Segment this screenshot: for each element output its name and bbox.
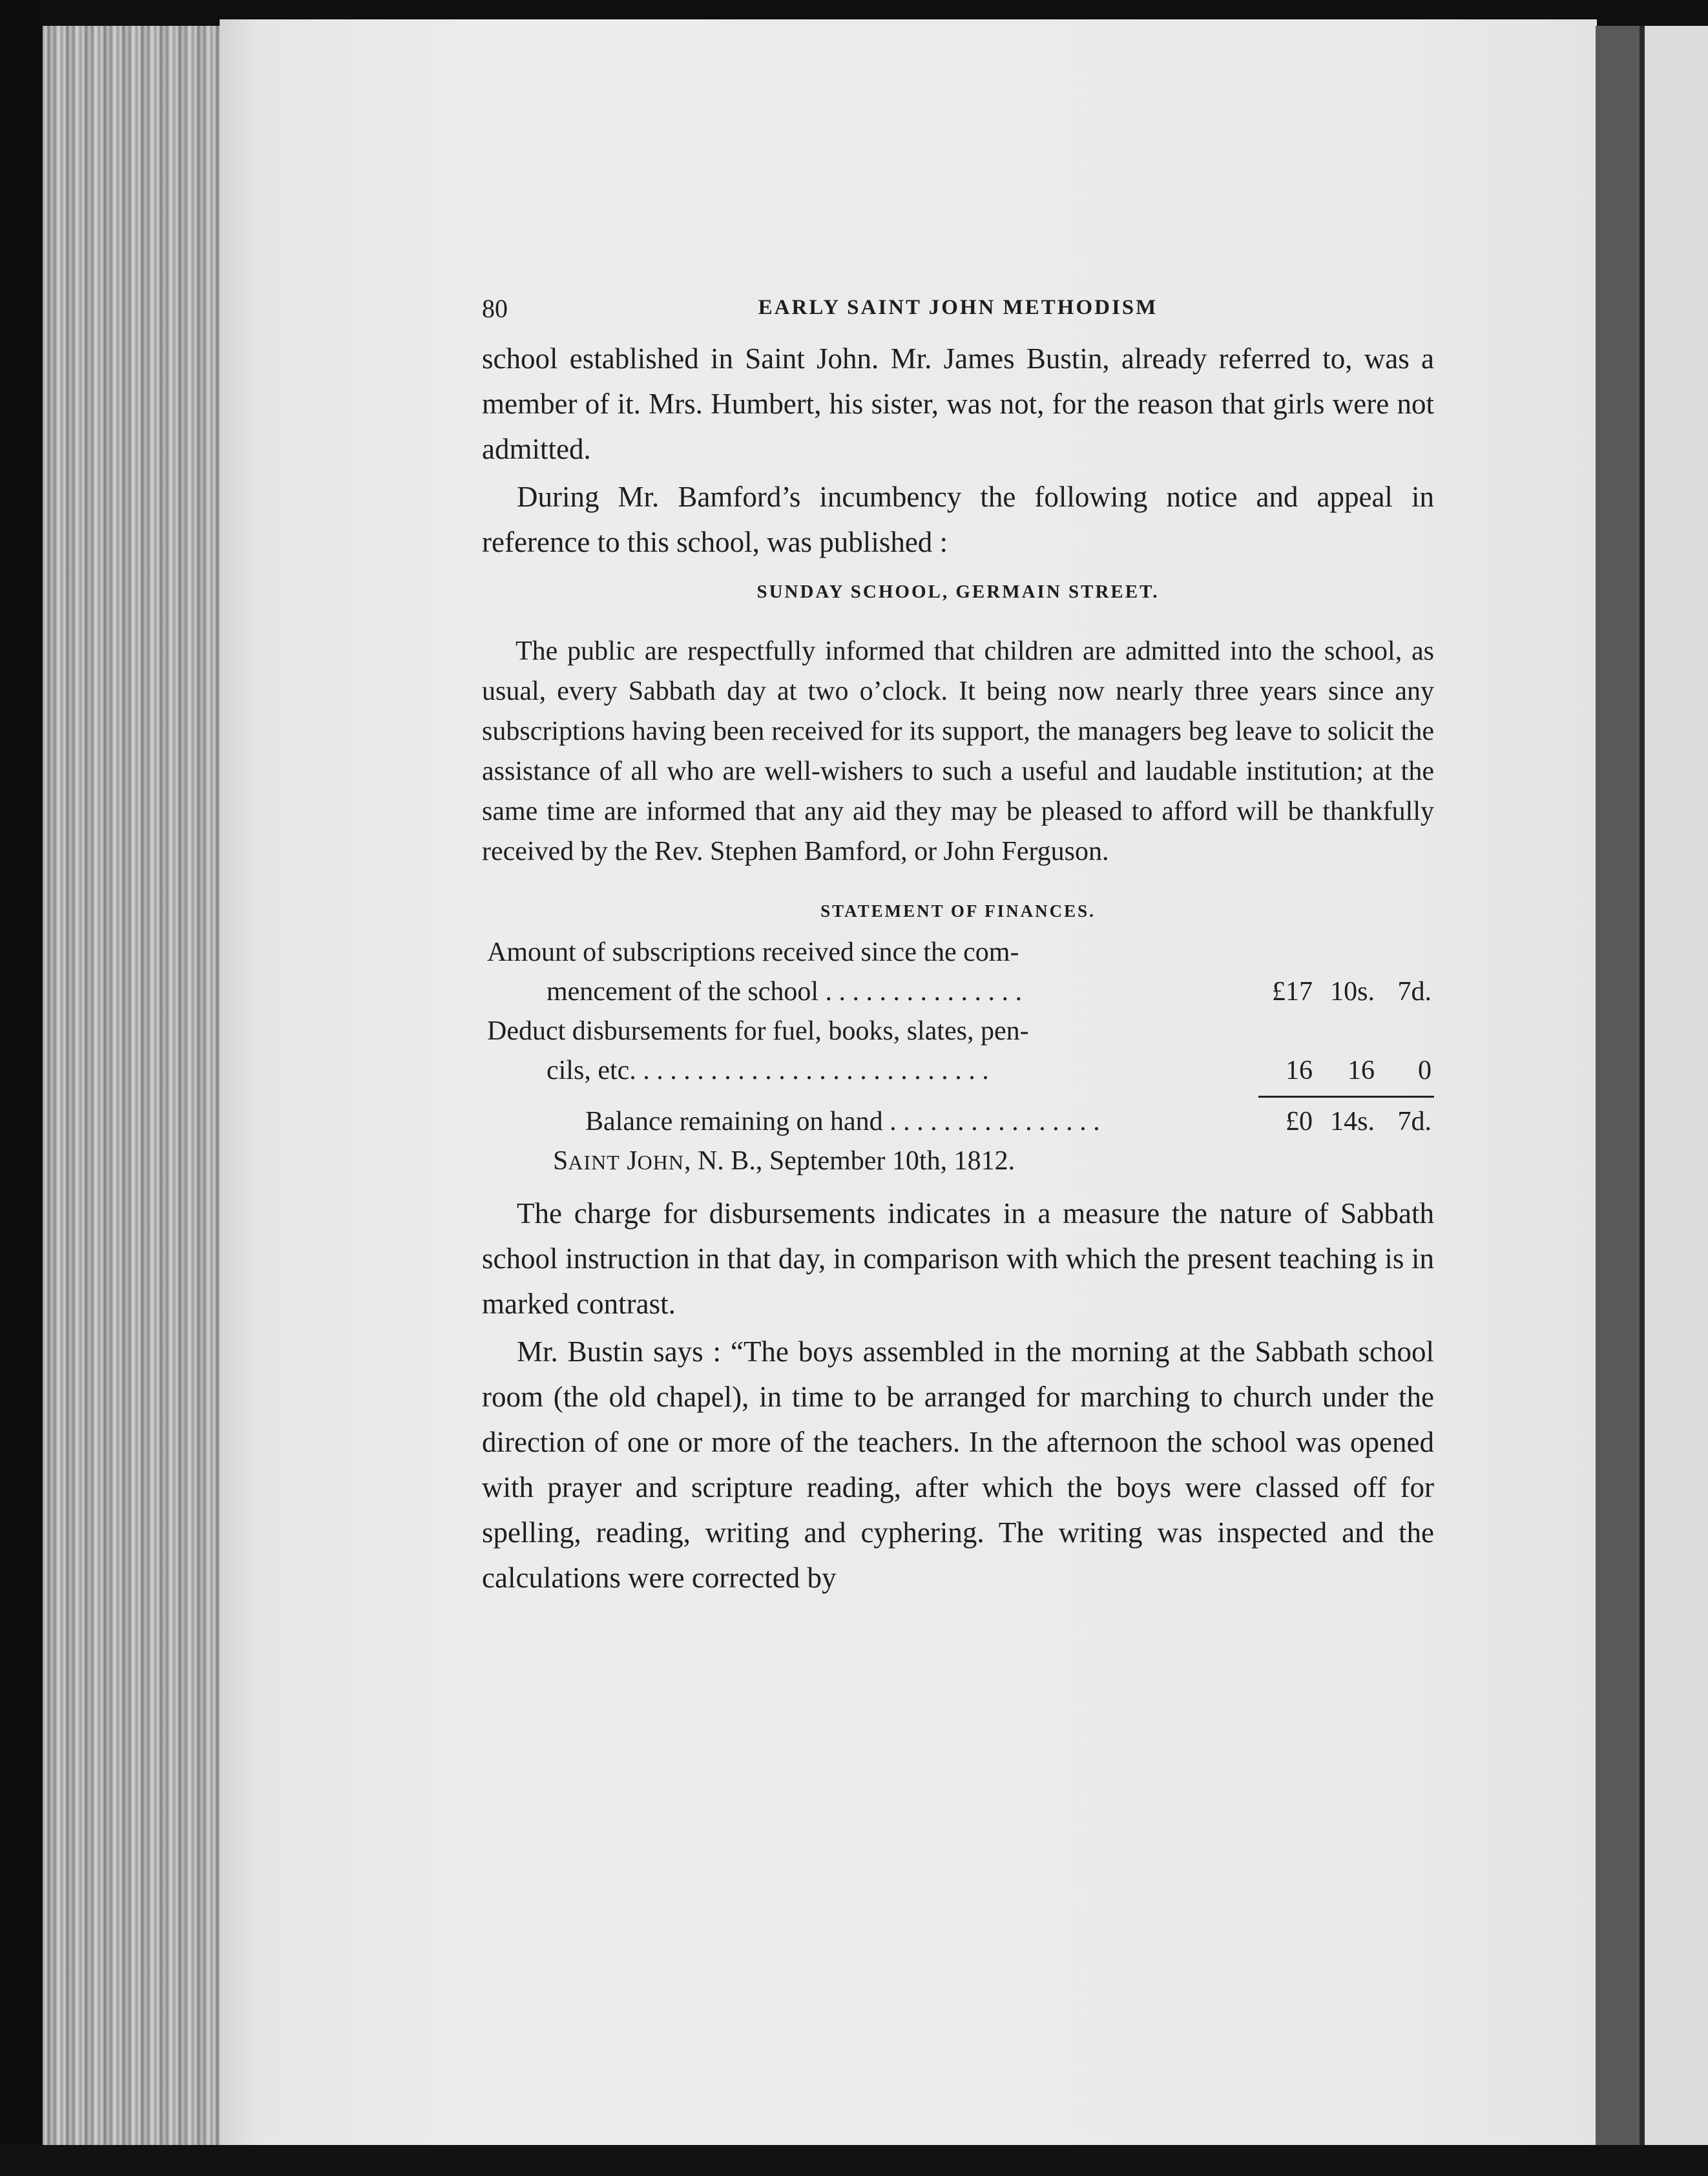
facing-page-sliver <box>1641 26 1708 2151</box>
finance-label: Amount of subscriptions received since the com- <box>487 937 1019 967</box>
running-head-title: EARLY SAINT JOHN METHODISM <box>758 296 1158 319</box>
facing-page-edge <box>1640 26 1645 2151</box>
notice-heading: SUNDAY SCHOOL, GERMAIN STREET. <box>756 581 1160 602</box>
book-page-edges <box>43 26 236 2151</box>
page-number: 80 <box>482 294 508 323</box>
finance-label: Deduct disbursements for fuel, books, slates, pen- <box>487 1016 1029 1046</box>
amount-pence: 0 <box>1418 1056 1432 1085</box>
page-content <box>482 278 1434 1600</box>
finance-label: mencement of the school <box>547 977 819 1007</box>
scan-frame-left <box>0 0 43 2176</box>
dot-leader: . . . . . . . . . . . . . . . . . . . . . . . . . . <box>636 1056 989 1085</box>
amount-pence: 7d. <box>1397 1107 1432 1136</box>
dot-leader: . . . . . . . . . . . . . . . . <box>882 1107 1100 1136</box>
amount-shillings: 16 <box>1348 1056 1375 1085</box>
paragraph-school-established: school established in Saint John. Mr. James Bustin, already referred to, was a member of it. Mrs. Humbert, his sister, was not, for the reason that girls were not admitted. <box>482 342 1434 465</box>
finance-row-disbursements-line2 <box>482 1051 1434 1091</box>
finance-row-subscriptions-line2 <box>482 972 1434 1012</box>
sum-rule <box>482 1091 1434 1102</box>
amount-pence: 7d. <box>1397 977 1432 1007</box>
amount-shillings: 14s. <box>1330 1107 1375 1136</box>
dot-leader: . . . . . . . . . . . . . . . <box>818 977 1023 1007</box>
finances-heading: STATEMENT OF FINANCES. <box>820 901 1096 921</box>
paragraph-disbursements-charge: The charge for disbursements indicates in a measure the nature of Sabbath school instruction in that day, in comparison with which the present teaching is in marked contrast. <box>482 1197 1434 1320</box>
dateline: SAINT JOHN, N. B., September 10th, 1812. <box>553 1146 1015 1176</box>
finance-label: Balance remaining on hand <box>585 1107 883 1136</box>
finance-row-balance <box>482 1102 1434 1142</box>
running-head <box>482 278 1434 336</box>
paragraph-bamford-notice-intro: During Mr. Bamford’s incumbency the following notice and appeal in reference to this school, was published : <box>482 481 1434 558</box>
scan-frame-bottom <box>0 2145 1708 2176</box>
paragraph-bustin-says: Mr. Bustin says : “The boys assembled in the morning at the Sabbath school room (the old chapel), in time to be arranged for marching to church under the direction of one or more of the teachers. In the afternoon the school was opened with prayer and scripture reading, after which the boys were classed off for spelling, reading, writing and cyphering. The writing was inspected and the calculations were corrected by <box>482 1335 1434 1594</box>
page-gutter-shadow <box>1596 26 1641 2151</box>
finance-row-subscriptions-line1 <box>482 933 1434 972</box>
notice-text: The public are respectfully informed that children are admitted into the school, as usual, every Sabbath day at two o’clock. It being now nearly three years since any subscriptions having been received for its support, the managers beg leave to solicit the assistance of all who are well-wishers to such a useful and laudable institution; at the same time are informed that any aid they may be pleased to afford will be thankfully received by the Rev. Stephen Bamford, or John Ferguson. <box>482 636 1434 866</box>
amount-pounds: 16 <box>1286 1056 1313 1085</box>
finance-label: cils, etc. <box>547 1056 636 1085</box>
finance-row-disbursements-line1 <box>482 1012 1434 1051</box>
amount-shillings: 10s. <box>1330 977 1375 1007</box>
amount-pounds: £17 <box>1272 977 1313 1007</box>
amount-pounds: £0 <box>1286 1107 1313 1136</box>
